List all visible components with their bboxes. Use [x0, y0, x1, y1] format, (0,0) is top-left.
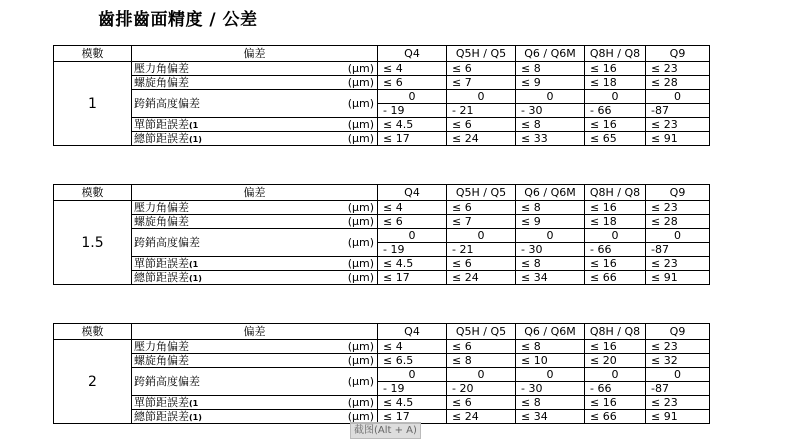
- table-row: [54, 271, 710, 285]
- module-header: 模數: [54, 185, 132, 201]
- tolerance-cell: ≤ 6: [447, 396, 516, 410]
- tolerance-cell: ≤ 24: [447, 410, 516, 424]
- grade-header: Q5H / Q5: [447, 46, 516, 62]
- tolerance-cell: ≤ 24: [447, 271, 516, 285]
- deviation-label-text: 壓力角偏差: [134, 62, 189, 75]
- footnote-marker: (1: [189, 260, 199, 269]
- module-value: 1.5: [54, 201, 132, 285]
- tolerance-cell: ≤ 7: [447, 215, 516, 229]
- deviation-header: 偏差: [132, 324, 378, 340]
- tolerance-cell: ≤ 17: [378, 132, 447, 146]
- table-row: [54, 368, 710, 382]
- footnote-marker: (1: [189, 121, 199, 130]
- grade-header: Q6 / Q6M: [516, 185, 585, 201]
- screenshot-tooltip: 截图(Alt + A): [350, 422, 421, 439]
- tolerance-cell: - 30: [516, 382, 585, 396]
- unit-label: (μm): [314, 62, 378, 76]
- table-row: [54, 257, 710, 271]
- tolerance-cell: ≤ 34: [516, 271, 585, 285]
- tolerance-cell: - 19: [378, 104, 447, 118]
- deviation-header: 偏差: [132, 185, 378, 201]
- tolerance-cell: ≤ 16: [585, 62, 646, 76]
- deviation-label: [132, 354, 314, 368]
- tolerance-cell: ≤ 10: [516, 354, 585, 368]
- tolerance-cell: ≤ 18: [585, 76, 646, 90]
- tolerance-cell: ≤ 16: [585, 340, 646, 354]
- tolerance-cell: - 19: [378, 382, 447, 396]
- tolerance-cell: - 66: [585, 104, 646, 118]
- tolerance-cell: ≤ 23: [646, 62, 710, 76]
- tolerance-cell: ≤ 7: [447, 76, 516, 90]
- tolerance-cell: 0: [585, 368, 646, 382]
- tolerance-cell: ≤ 23: [646, 340, 710, 354]
- tolerance-cell: ≤ 6: [447, 118, 516, 132]
- deviation-label-text: 壓力角偏差: [134, 340, 189, 353]
- tolerance-cell: 0: [378, 229, 447, 243]
- header-row: [54, 324, 710, 340]
- tolerance-cell: ≤ 4.5: [378, 118, 447, 132]
- tolerance-cell: - 19: [378, 243, 447, 257]
- deviation-label-text: 單節距誤差: [134, 396, 189, 409]
- tolerance-cell: ≤ 4: [378, 62, 447, 76]
- tolerance-cell: ≤ 6: [447, 62, 516, 76]
- tolerance-cell: - 30: [516, 243, 585, 257]
- deviation-label-text: 跨銷高度偏差: [134, 97, 200, 110]
- module-header: 模數: [54, 324, 132, 340]
- tolerance-cell: ≤ 6: [447, 201, 516, 215]
- tolerance-cell: 0: [585, 90, 646, 104]
- tolerance-cell: - 30: [516, 104, 585, 118]
- deviation-label: [132, 132, 314, 146]
- header-row: [54, 46, 710, 62]
- grade-header: Q9: [646, 46, 710, 62]
- tolerance-cell: ≤ 4.5: [378, 396, 447, 410]
- deviation-label: [132, 201, 314, 215]
- tolerance-cell: ≤ 4: [378, 340, 447, 354]
- tolerance-cell: ≤ 6: [447, 340, 516, 354]
- grade-header: Q5H / Q5: [447, 185, 516, 201]
- unit-label: (μm): [314, 76, 378, 90]
- deviation-header: 偏差: [132, 46, 378, 62]
- grade-header: Q4: [378, 324, 447, 340]
- table-row: [54, 396, 710, 410]
- footnote-marker: (1): [189, 135, 202, 144]
- tolerance-cell: ≤ 6: [378, 215, 447, 229]
- tolerance-table-module-1-5: [53, 184, 710, 285]
- tolerance-cell: - 66: [585, 243, 646, 257]
- tolerance-cell: - 21: [447, 243, 516, 257]
- deviation-label-text: 螺旋角偏差: [134, 354, 189, 367]
- unit-label: (μm): [314, 368, 378, 396]
- deviation-label: [132, 76, 314, 90]
- tolerance-cell: 0: [378, 368, 447, 382]
- module-header: 模數: [54, 46, 132, 62]
- tolerance-cell: 0: [646, 229, 710, 243]
- tolerance-cell: 0: [646, 368, 710, 382]
- grade-header: Q8H / Q8: [585, 185, 646, 201]
- grade-header: Q6 / Q6M: [516, 324, 585, 340]
- tolerance-cell: ≤ 4.5: [378, 257, 447, 271]
- unit-label: (μm): [314, 354, 378, 368]
- unit-label: (μm): [314, 215, 378, 229]
- deviation-label: [132, 215, 314, 229]
- deviation-label-text: 螺旋角偏差: [134, 76, 189, 89]
- tolerance-cell: ≤ 65: [585, 132, 646, 146]
- tolerance-cell: ≤ 34: [516, 410, 585, 424]
- grade-header: Q4: [378, 46, 447, 62]
- tolerance-cell: ≤ 32: [646, 354, 710, 368]
- tolerance-cell: ≤ 16: [585, 201, 646, 215]
- table-row: [54, 201, 710, 215]
- unit-label: (μm): [314, 201, 378, 215]
- table-row: [54, 215, 710, 229]
- tolerance-cell: ≤ 4: [378, 201, 447, 215]
- tolerance-cell: 0: [646, 90, 710, 104]
- tolerance-cell: - 21: [447, 104, 516, 118]
- table-row: [54, 90, 710, 104]
- unit-label: (μm): [314, 132, 378, 146]
- table-row: [54, 132, 710, 146]
- tolerance-cell: ≤ 8: [516, 340, 585, 354]
- grade-header: Q9: [646, 324, 710, 340]
- unit-label: (μm): [314, 118, 378, 132]
- tolerance-cell: -87: [646, 382, 710, 396]
- footnote-marker: (1: [189, 399, 199, 408]
- tolerance-cell: -87: [646, 243, 710, 257]
- module-value: 1: [54, 62, 132, 146]
- page-title: 齒排齒面精度 / 公差: [98, 10, 258, 30]
- header-row: [54, 185, 710, 201]
- tolerance-cell: ≤ 8: [516, 257, 585, 271]
- grade-header: Q8H / Q8: [585, 324, 646, 340]
- tolerance-cell: ≤ 6: [378, 76, 447, 90]
- unit-label: (μm): [314, 410, 378, 424]
- footnote-marker: (1): [189, 274, 202, 283]
- tolerance-cell: ≤ 6: [447, 257, 516, 271]
- tolerance-cell: ≤ 66: [585, 410, 646, 424]
- tolerance-cell: ≤ 8: [516, 118, 585, 132]
- grade-header: Q4: [378, 185, 447, 201]
- tolerance-cell: ≤ 16: [585, 257, 646, 271]
- grade-header: Q6 / Q6M: [516, 46, 585, 62]
- tolerance-table-module-2: [53, 323, 710, 424]
- tolerance-cell: 0: [516, 90, 585, 104]
- tolerance-cell: ≤ 9: [516, 76, 585, 90]
- unit-label: (μm): [314, 271, 378, 285]
- tolerance-cell: ≤ 23: [646, 118, 710, 132]
- tolerance-cell: ≤ 17: [378, 410, 447, 424]
- deviation-label-text: 單節距誤差: [134, 118, 189, 131]
- tolerance-cell: ≤ 8: [516, 201, 585, 215]
- tolerance-cell: -87: [646, 104, 710, 118]
- tolerance-cell: ≤ 91: [646, 271, 710, 285]
- footnote-marker: (1): [189, 413, 202, 422]
- tolerance-cell: ≤ 18: [585, 215, 646, 229]
- deviation-label: [132, 229, 314, 257]
- tolerance-cell: ≤ 23: [646, 396, 710, 410]
- table-row: [54, 76, 710, 90]
- tolerance-cell: - 66: [585, 382, 646, 396]
- deviation-label-text: 總節距誤差: [134, 271, 189, 284]
- deviation-label: [132, 410, 314, 424]
- tolerance-cell: ≤ 8: [516, 62, 585, 76]
- table-row: [54, 118, 710, 132]
- tolerance-cell: ≤ 23: [646, 257, 710, 271]
- unit-label: (μm): [314, 229, 378, 257]
- unit-label: (μm): [314, 396, 378, 410]
- tolerance-cell: ≤ 24: [447, 132, 516, 146]
- tolerance-cell: ≤ 66: [585, 271, 646, 285]
- tolerance-cell: 0: [447, 90, 516, 104]
- tolerance-cell: ≤ 23: [646, 201, 710, 215]
- grade-header: Q5H / Q5: [447, 324, 516, 340]
- tolerance-cell: 0: [585, 229, 646, 243]
- table-row: [54, 62, 710, 76]
- tolerance-table-module-1: [53, 45, 710, 146]
- tolerance-cell: ≤ 33: [516, 132, 585, 146]
- deviation-label-text: 單節距誤差: [134, 257, 189, 270]
- table-row: [54, 340, 710, 354]
- deviation-label: [132, 90, 314, 118]
- tolerance-cell: 0: [447, 368, 516, 382]
- tolerance-cell: ≤ 9: [516, 215, 585, 229]
- tolerance-cell: ≤ 8: [516, 396, 585, 410]
- deviation-label: [132, 396, 314, 410]
- tolerance-cell: ≤ 20: [585, 354, 646, 368]
- unit-label: (μm): [314, 257, 378, 271]
- tolerance-cell: ≤ 16: [585, 118, 646, 132]
- grade-header: Q9: [646, 185, 710, 201]
- tolerance-cell: ≤ 8: [447, 354, 516, 368]
- tolerance-cell: - 20: [447, 382, 516, 396]
- tolerance-cell: ≤ 28: [646, 215, 710, 229]
- tolerance-cell: 0: [378, 90, 447, 104]
- tolerance-cell: ≤ 6.5: [378, 354, 447, 368]
- table-row: [54, 354, 710, 368]
- tolerance-cell: 0: [516, 368, 585, 382]
- unit-label: (μm): [314, 90, 378, 118]
- module-value: 2: [54, 340, 132, 424]
- table-row: [54, 229, 710, 243]
- deviation-label: [132, 118, 314, 132]
- tolerance-cell: ≤ 91: [646, 132, 710, 146]
- deviation-label: [132, 340, 314, 354]
- deviation-label-text: 跨銷高度偏差: [134, 375, 200, 388]
- deviation-label-text: 螺旋角偏差: [134, 215, 189, 228]
- tolerance-cell: ≤ 17: [378, 271, 447, 285]
- deviation-label-text: 跨銷高度偏差: [134, 236, 200, 249]
- deviation-label-text: 壓力角偏差: [134, 201, 189, 214]
- deviation-label: [132, 62, 314, 76]
- deviation-label: [132, 257, 314, 271]
- tolerance-cell: 0: [447, 229, 516, 243]
- deviation-label-text: 總節距誤差: [134, 132, 189, 145]
- tolerance-cell: 0: [516, 229, 585, 243]
- tolerance-cell: ≤ 91: [646, 410, 710, 424]
- tolerance-cell: ≤ 16: [585, 396, 646, 410]
- grade-header: Q8H / Q8: [585, 46, 646, 62]
- deviation-label-text: 總節距誤差: [134, 410, 189, 423]
- deviation-label: [132, 368, 314, 396]
- unit-label: (μm): [314, 340, 378, 354]
- deviation-label: [132, 271, 314, 285]
- tolerance-cell: ≤ 28: [646, 76, 710, 90]
